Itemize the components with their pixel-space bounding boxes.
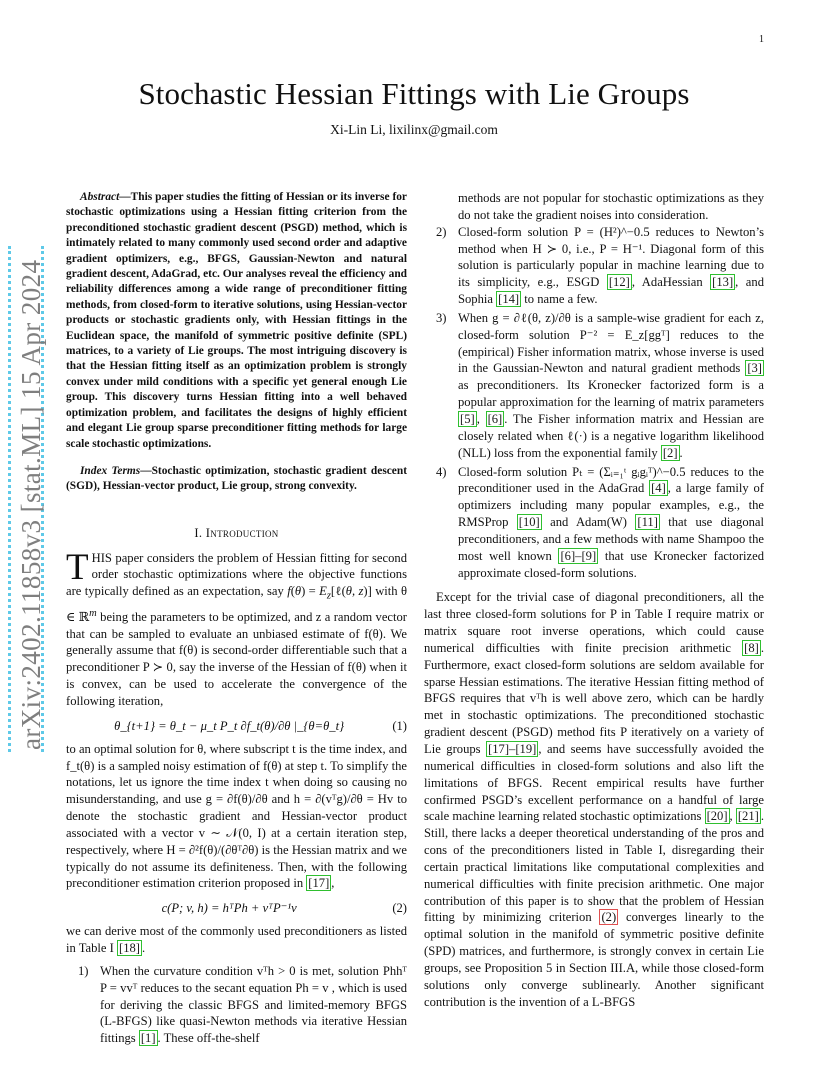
citation-link[interactable]: [17]	[308, 876, 330, 891]
abstract-text: —This paper studies the fitting of Hessian or its inverse for stochastic optimizations using a Hessian fitting criterion from the preconditioned stochastic gradient descent (PSGD) method, which is intimately related to many commonly used second order and adaptive gradient optimizers, e.g., BFGS, Gaussian-Newton and natural gradient descent, AdaGrad, etc. Our analyses reveal the efficiency and reliability differences among a wide range of preconditioner fitting methods, from closed-form to iterative solutions, using Hessian-vector products or stochastic gradients only, with Hessian fittings in the Euclidean space, the manifold of symmetric positive definite (SPL) matrices, to a variety of Lie groups. The most intriguing discovery is that the Hessian fitting itself as an optimization problem is strongly convex under mild conditions with a specific yet general enough Lie group. This discovery turns Hessian fitting into a well behaved optimization problem, and facilitates the designs of highly efficient and elegant Lie group sparse preconditioner fitting methods for large scale stochastic optimizations.	[66, 191, 407, 450]
citation-link[interactable]: [10]	[518, 515, 540, 530]
citation-link[interactable]: [14]	[498, 292, 520, 307]
list-item-number: 2)	[436, 224, 447, 239]
intro-paragraph-2: to an optimal solution for θ, where subscript t is the time index, and f_t(θ) is a sampled noisy estimation of f(θ) at step t. To simplify the notations, let us ignore the time index t when doing so causing no misunderstanding, and use g = ∂f(θ)/∂θ and h = ∂(vᵀg)/∂θ = Hv to denote the stochastic gradient and Hessian-vector product associated with a vector v ∼ 𝒩(0, I) at a certain iteration step, respectively, where H = ∂²f(θ)/(∂θᵀ∂θ) is the Hessian matrix and we typically do not assume its definiteness. Then, with the following preconditioner estimation criterion proposed in [17] ,	[66, 741, 407, 891]
citation-link[interactable]: [20]	[706, 809, 728, 824]
section-title: Introduction	[205, 525, 279, 540]
list-item-text: , a large family of optimizers including many popular examples, e.g., the RMSProp	[458, 481, 764, 530]
equation-2	[66, 900, 407, 917]
equation-1	[66, 718, 407, 735]
list-item-text: . The Fisher information matrix and Hessian are closely related when ℓ(·) is a negative logarithm likelihood (NLL) loss from the exponential family	[458, 411, 764, 460]
section-numeral: I.	[194, 525, 203, 540]
intro-text-p3: we can derive most of the commonly used preconditioners as listed in Table I	[66, 924, 407, 955]
body-text: . Still, there lacks a deeper theoretical understanding of the pros and cons of the preconditioners listed in Table I, disregarding their certain practical limitations like computational complexities and numerical difficulties with finite precision arithmetic. One major contribution of this paper is to show that the problem of Hessian fitting by minimizing criterion	[424, 809, 764, 925]
left-column	[66, 190, 407, 1055]
index-terms	[66, 464, 407, 495]
author-line: Xi-Lin Li, lixilinx@gmail.com	[330, 122, 498, 137]
list-item	[424, 224, 764, 308]
list-item-text: , and Sophia	[458, 275, 764, 307]
equation-2-body: c(P; v, h) = hᵀPh + vᵀP⁻¹v	[161, 901, 297, 916]
citation-link[interactable]: [2]	[662, 445, 678, 460]
intro-text-b: with θ ∈ ℝ	[66, 584, 407, 624]
index-terms-text: —Stochastic optimization, stochastic gradient descent (SGD), Hessian-vector product, Lie group, strong convexity.	[66, 464, 407, 493]
list-item-text: as preconditioners. Its Kronecker factorized form is a popular approximation for the learning of matrix parameters	[458, 378, 764, 410]
list-item	[66, 963, 407, 1047]
citation-link[interactable]: [1]	[140, 1031, 156, 1046]
intro-paragraph-1: THIS paper considers the problem of Hessian fitting for second order stochastic optimizations where the objective functions are typically defined as an expectation, say $f(\theta) = E_z[\ell(\theta$, z)] with θ ∈ ℝ$^m$ being the parameters to be optimized, and z a random vector that can be sampled to evaluate an unbiased estimate of f(θ). We generally assume that f(θ) is second-order differentiable such that a preconditioner P ≻ 0, say the inverse of the Hessian of f(θ) when it is convex, can be used to accelerate the convergence of the following iteration,	[66, 546, 408, 709]
list-item-text: When the curvature condition vᵀh > 0 is met, solution Phhᵀ P = vvᵀ reduces to the secant equation Ph = v , which is used for deriving the classic BFGS and limited-memory BFGS (L-BFGS) like quasi-Newton methods via iterative Hessian fittings	[100, 963, 407, 1046]
citation-link[interactable]: [12]	[608, 275, 630, 290]
list-item: 3) When g = ∂ℓ(θ, z)/∂θ is a sample-wise gradient for each z, closed-form solution P⁻² = E_z[ggᵀ] reduces to the (empirical) Fisher information matrix, whose inverse is used in the Gaussian-Newton and natural gradient methods [3] as preconditioners. Its Kronecker factorized form is a popular approximation for the learning of matrix parameters [5] , [6] . The Fisher information matrix and Hessian are closely related when ℓ(·) is a negative logarithm likelihood (NLL) loss from the exponential family [2] .	[436, 310, 764, 460]
intro-text-p2: to an optimal solution for θ, where subscript t is the time index, and f_t(θ) is a sampled noisy estimation of f(θ) at step t. To simplify the notations, let us ignore the time index t when doing so causing no misunderstanding, and use g = ∂f(θ)/∂θ and h = ∂(vᵀg)/∂θ = Hv to denote the stochastic gradient and Hessian-vector product associated with a vector v ∼ 𝒩(0, I) at a certain iteration step, respectively, where H = ∂²f(θ)/(∂θᵀ∂θ) is the Hessian matrix and we typically do not assume its definiteness. Then, with the following preconditioner estimation criterion proposed in	[66, 741, 407, 891]
citation-link[interactable]: [18]	[119, 940, 140, 955]
section-heading	[66, 525, 407, 542]
dropcap: T	[66, 546, 89, 588]
citation-link[interactable]: [11]	[637, 515, 658, 530]
list-item-text: that use diagonal preconditioners, and a few methods with name Shampoo the most well known	[458, 515, 764, 563]
preconditioner-list-left	[66, 963, 407, 1047]
list-item-text: that use Kronecker factorized approximate closed-form solutions.	[458, 548, 764, 580]
abstract-label: Abstract	[80, 191, 120, 203]
list-item-number: 3)	[436, 310, 447, 325]
list-item-text: , AdaHessian	[631, 275, 703, 290]
intro-text-c: being the parameters to be optimized, and z a random vector that can be sampled to evaluate an unbiased estimate of f(θ). We generally assume that f(θ) is second-order differentiable such that a preconditioner P ≻ 0, say the inverse of the Hessian of f(θ) when it is convex, can be used to accelerate the convergence of the following iteration,	[66, 609, 408, 709]
right-column	[424, 190, 764, 1011]
citation-link[interactable]: [13]	[712, 275, 734, 290]
list-item-continuation: methods are not popular for stochastic optimizations as they do not take the gradient noises into consideration.	[458, 191, 764, 222]
equation-2-number: (2)	[392, 901, 407, 916]
list-item-number: 1)	[78, 963, 89, 978]
equation-reference-link[interactable]: (2)	[601, 910, 617, 925]
citation-link[interactable]: [8]	[744, 640, 759, 655]
preconditioner-list-right	[424, 224, 764, 582]
equation-1-body: θ_{t+1} = θ_t − μ_t P_t ∂f_t(θ)/∂θ |_{θ=θ_t}	[114, 718, 345, 733]
citation-link[interactable]: [17]–[19]	[488, 742, 537, 756]
citation-link[interactable]: [21]	[737, 809, 759, 824]
list-item-text: to name a few.	[521, 292, 598, 307]
intro-paragraph-3: we can derive most of the commonly used preconditioners as listed in Table I [18] .	[66, 924, 407, 955]
list-item-text: Closed-form solution Pₜ = (Σᵢ₌₁ᵗ gᵢgᵢᵀ)^−0.5 reduces to the preconditioner used in the AdaGrad	[458, 464, 764, 496]
paper-title: Stochastic Hessian Fittings with Lie Groups	[138, 76, 690, 111]
list-item-number: 4)	[436, 464, 447, 479]
list-item-text: Closed-form solution P = (H²)^−0.5 reduces to Newton’s method when H ≻ 0, i.e., P = H⁻¹. Diagonal form of this solution is particularly popular in machine learning due to its simplicity, e.g., ESGD	[458, 224, 764, 290]
index-terms-label: Index Terms	[80, 464, 141, 477]
list-item	[424, 464, 764, 582]
list-item-text: and Adam(W)	[541, 515, 628, 530]
citation-link[interactable]: [5]	[460, 411, 475, 426]
body-paragraph: Except for the trivial case of diagonal preconditioners, all the last three closed-form solutions for P in Table I require matrix or matrix square root inverse operations, which could cause numerical difficulties with finite precision arithmetic [8] . Furthermore, exact closed-form solutions are seldom available for sparse Hessian estimations. The iterative Hessian fitting method of BFGS requires that vᵀh is well above zero, which can be hardly met in stochastic optimizations. The preconditioned stochastic gradient descent (PSGD) method fits P iteratively on a variety of Lie groups [17]–[19] , and seems have successfully avoided the numerical difficulties in closed-form solutions and also lift the limitations of BFGS. Recent empirical results have further confirmed PSGD’s excellent performance on a handful of large scale machine learning related stochastic optimizations [20] , [21] . Still, there lacks a deeper theoretical understanding of the pros and cons of the preconditioners listed in Table I, disregarding their certain practical limitations like computational complexities and numerical difficulties with finite precision arithmetic. One major contribution of this paper is to show that the problem of Hessian fitting by minimizing criterion (2) converges linearly to the optimal solution in the manifold of symmetric positive definite (SPD) matrices, and furthermore, is strongly convex in certain Lie groups, see Proposition 5 in Section III.A, while those closed-form solutions only converge sublinearly. Another significant contribution is the invention of a L-BFGS	[424, 590, 764, 1009]
list-item-text-tail: . These off-the-shelf	[157, 1031, 260, 1046]
abstract	[66, 190, 407, 452]
citation-link[interactable]: [4]	[651, 481, 666, 496]
citation-link[interactable]: [6]–[9]	[560, 548, 597, 563]
citation-link[interactable]: [3]	[747, 361, 762, 376]
body-text: , and seems have successfully avoided the numerical difficulties in closed-form solutions and also lift the limitations of BFGS. Recent empirical results have further confirmed PSGD’s excellent performance on a handful of large scale machine learning related stochastic optimizations	[424, 742, 764, 824]
page-number: 1	[759, 34, 764, 45]
equation-1-number: (1)	[392, 718, 407, 733]
citation-link[interactable]: [6]	[487, 411, 503, 426]
inline-math-expectation: f	[287, 584, 291, 599]
body-text: converges linearly to the optimal solution in the manifold of symmetric positive definite (SPD) matrices, and furthermore, is strongly convex in certain Lie groups, see Proposition 5 in Section III.A, while those closed-form solutions only converge sublinearly. Another significant contribution is the invention of a L-BFGS	[424, 910, 764, 1009]
list-item-text: When g = ∂ℓ(θ, z)/∂θ is a sample-wise gradient for each z, closed-form solution P⁻² = E_z[ggᵀ] reduces to the (empirical) Fisher information matrix, whose inverse is used in the Gaussian-Newton and natural gradient methods	[458, 310, 764, 376]
body-text: Except for the trivial case of diagonal preconditioners, all the last three closed-form solutions for P in Table I require matrix or matrix square root inverse operations, which could cause numerical difficulties with finite precision arithmetic	[424, 590, 764, 655]
body-text: . Furthermore, exact closed-form solutions are seldom available for sparse Hessian estimations. The iterative Hessian fitting method of BFGS requires that vᵀh is well above zero, which can be hardly met in stochastic optimizations. The preconditioned stochastic gradient descent (PSGD) method fits P iteratively on a variety of Lie groups	[424, 640, 764, 756]
arxiv-stamp[interactable]: arXiv:2402.11858v3 [stat.ML] 15 Apr 2024	[16, 259, 46, 750]
intro-text-a: HIS paper considers the problem of Hessian fitting for second order stochastic optimizations where the objective functions are typically defined as an expectation, say	[66, 550, 407, 599]
